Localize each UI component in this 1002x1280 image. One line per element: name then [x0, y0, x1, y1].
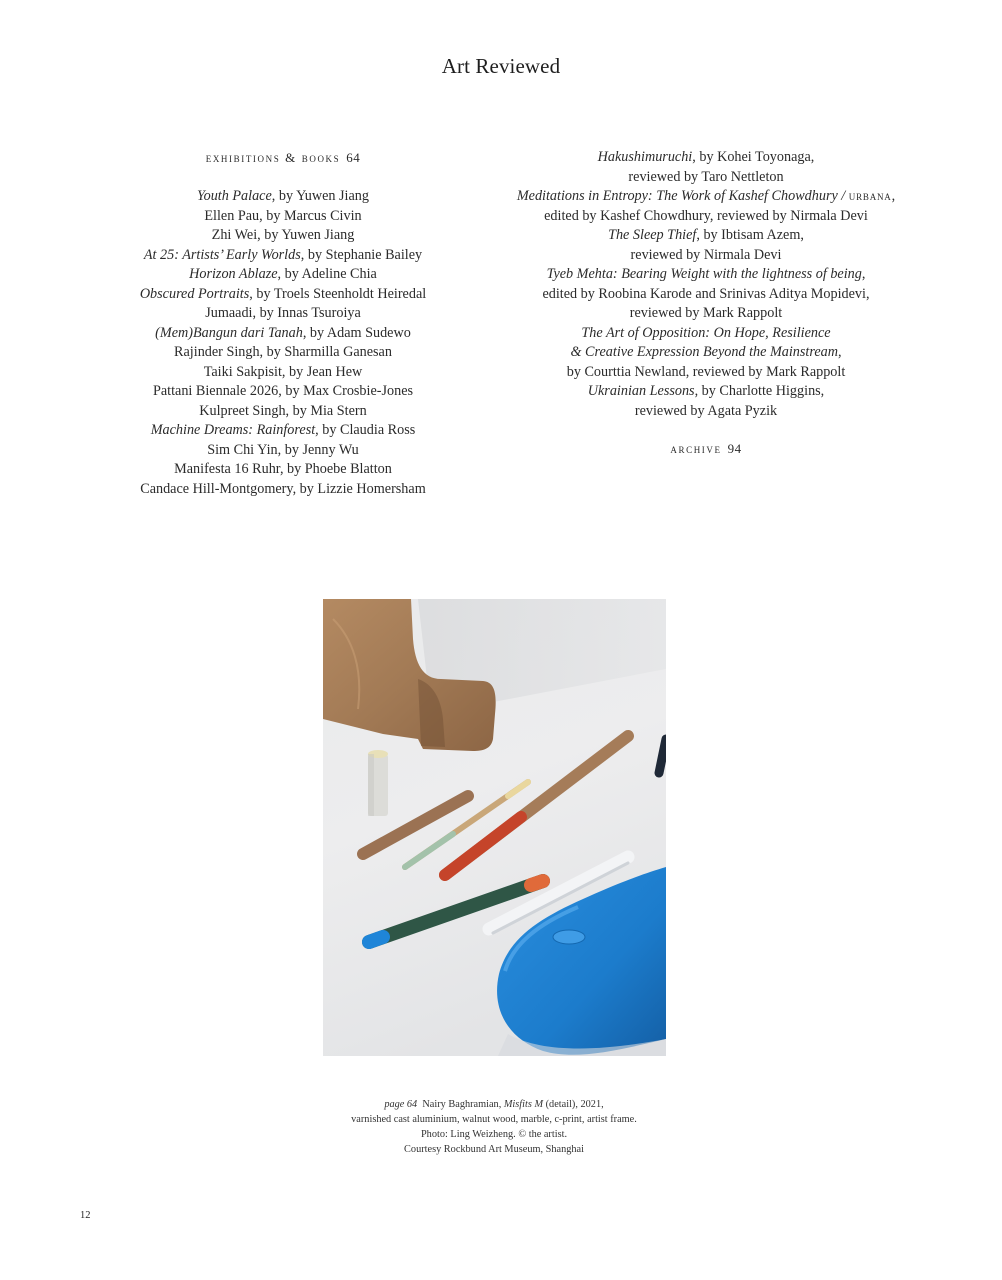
- contents-right-column: [506, 148, 906, 459]
- section-page-number: 94: [727, 441, 742, 456]
- entry-title: The Art of Opposition: On Hope, Resilience: [581, 324, 831, 341]
- entry-line: reviewed by Nirmala Devi: [630, 246, 782, 263]
- entry-text: Kulpreet Singh, by Mia Stern: [199, 402, 367, 419]
- entry-line: [113, 285, 453, 305]
- entry-imprint: urbana: [848, 189, 892, 203]
- entry-title: The Sleep Thief: [608, 227, 697, 243]
- entry-line: [113, 382, 453, 402]
- entry-line: [113, 207, 453, 227]
- entry-line: [113, 480, 453, 500]
- entry-text: ,: [891, 188, 896, 204]
- entry-line: [506, 382, 906, 402]
- entry-title: Machine Dreams: Rainforest: [150, 422, 316, 438]
- entry-line: by Courttia Newland, reviewed by Mark Rappolt: [566, 363, 846, 380]
- entry-text: , by Adeline Chia: [277, 266, 377, 282]
- entry-line: [506, 324, 906, 344]
- entry-title: Horizon Ablaze: [189, 266, 278, 282]
- caption-page-ref: page 64: [384, 1099, 418, 1110]
- entry-text: Sim Chi Yin, by Jenny Wu: [207, 441, 359, 458]
- caption-work-title: Misfits M: [503, 1099, 544, 1110]
- entry-text: , by Yuwen Jiang: [271, 188, 369, 204]
- entry-line: [113, 304, 453, 324]
- artwork-photo: [323, 599, 666, 1056]
- entry-title: (Mem)Bangun dari Tanah: [155, 324, 303, 341]
- entry-text: ,: [861, 266, 866, 282]
- caption-details: (detail), 2021,: [545, 1099, 604, 1110]
- entry-line: [113, 421, 453, 441]
- entry-text: , by Claudia Ross: [315, 422, 416, 438]
- entry-title: Hakushimuruchi: [597, 149, 693, 165]
- entry-line: [506, 148, 906, 168]
- section-heading-exhibitions: [113, 148, 453, 168]
- entry-text: Pattani Biennale 2026, by Max Crosbie-Jones: [152, 383, 414, 399]
- entry-text: , by Adam Sudewo: [302, 324, 411, 341]
- entry-line: [113, 265, 453, 285]
- entry-text: , by Charlotte Higgins,: [694, 383, 825, 399]
- entry-line: [113, 324, 453, 344]
- entry-text: Ellen Pau, by Marcus Civin: [204, 207, 362, 224]
- entry-text: Manifesta 16 Ruhr, by Phoebe Blatton: [174, 461, 392, 477]
- entry-line: [113, 343, 453, 363]
- page-number: 12: [80, 1210, 91, 1221]
- caption-line: Courtesy Rockbund Art Museum, Shanghai: [404, 1144, 584, 1155]
- entry-line: [113, 441, 453, 461]
- entry-line: [506, 226, 906, 246]
- photo-caption: [0, 1097, 988, 1157]
- contents-left-column: [113, 148, 453, 499]
- entry-text: , by Troels Steenholdt Heiredal: [249, 285, 427, 302]
- entry-title: Youth Palace: [197, 188, 272, 204]
- entry-text: Zhi Wei, by Yuwen Jiang: [211, 227, 355, 243]
- entry-title: & Creative Expression Beyond the Mainstream: [570, 344, 838, 360]
- caption-line: Photo: Ling Weizheng. © the artist.: [420, 1129, 568, 1140]
- section-label: exhibitions & books: [205, 150, 341, 165]
- section-heading-archive: [506, 439, 906, 459]
- entry-text: , by Ibtisam Azem,: [696, 227, 804, 243]
- entry-line: [113, 363, 453, 383]
- entry-text: Rajinder Singh, by Sharmilla Ganesan: [174, 344, 392, 360]
- entry-line: [113, 187, 453, 207]
- entry-line: edited by Roobina Karode and Srinivas Aditya Mopidevi,: [542, 285, 870, 302]
- entry-line: reviewed by Agata Pyzik: [634, 402, 778, 419]
- section-label: archive: [670, 441, 722, 456]
- entry-text: ,: [838, 344, 842, 360]
- page-title: Art Reviewed: [441, 54, 561, 78]
- entry-text: , by Stephanie Bailey: [300, 246, 423, 263]
- caption-artist: Nairy Baghramian,: [422, 1099, 502, 1110]
- entry-line: [113, 226, 453, 246]
- entry-text: Jumaadi, by Innas Tsuroiya: [205, 305, 361, 321]
- entry-line: edited by Kashef Chowdhury, reviewed by Nirmala Devi: [544, 207, 868, 224]
- entries-list: [113, 187, 453, 499]
- entry-title: At 25: Artists’ Early Worlds: [143, 246, 301, 263]
- entry-line: [113, 402, 453, 422]
- caption-line: varnished cast aluminium, walnut wood, marble, c-print, artist frame.: [351, 1114, 637, 1125]
- entry-line: reviewed by Mark Rappolt: [629, 305, 783, 321]
- entry-line: [113, 246, 453, 266]
- section-page-number: 64: [346, 150, 361, 165]
- caption-line: [0, 1097, 988, 1112]
- entry-title: Tyeb Mehta: Bearing Weight with the lightness of being: [546, 266, 862, 282]
- entry-line: [113, 460, 453, 480]
- entry-title: Meditations in Entropy: The Work of Kashef Chowdhury /: [516, 188, 849, 204]
- entry-line: [506, 265, 906, 285]
- entry-text: Taiki Sakpisit, by Jean Hew: [203, 363, 363, 380]
- entry-text: Candace Hill-Montgomery, by Lizzie Homersham: [140, 480, 426, 497]
- entry-line: [506, 343, 906, 363]
- entry-line: reviewed by Taro Nettleton: [628, 168, 784, 185]
- entry-title: Obscured Portraits: [139, 285, 250, 302]
- entry-line: [506, 187, 906, 207]
- entry-text: , by Kohei Toyonaga,: [692, 149, 815, 165]
- entry-title: Ukrainian Lessons: [587, 383, 695, 399]
